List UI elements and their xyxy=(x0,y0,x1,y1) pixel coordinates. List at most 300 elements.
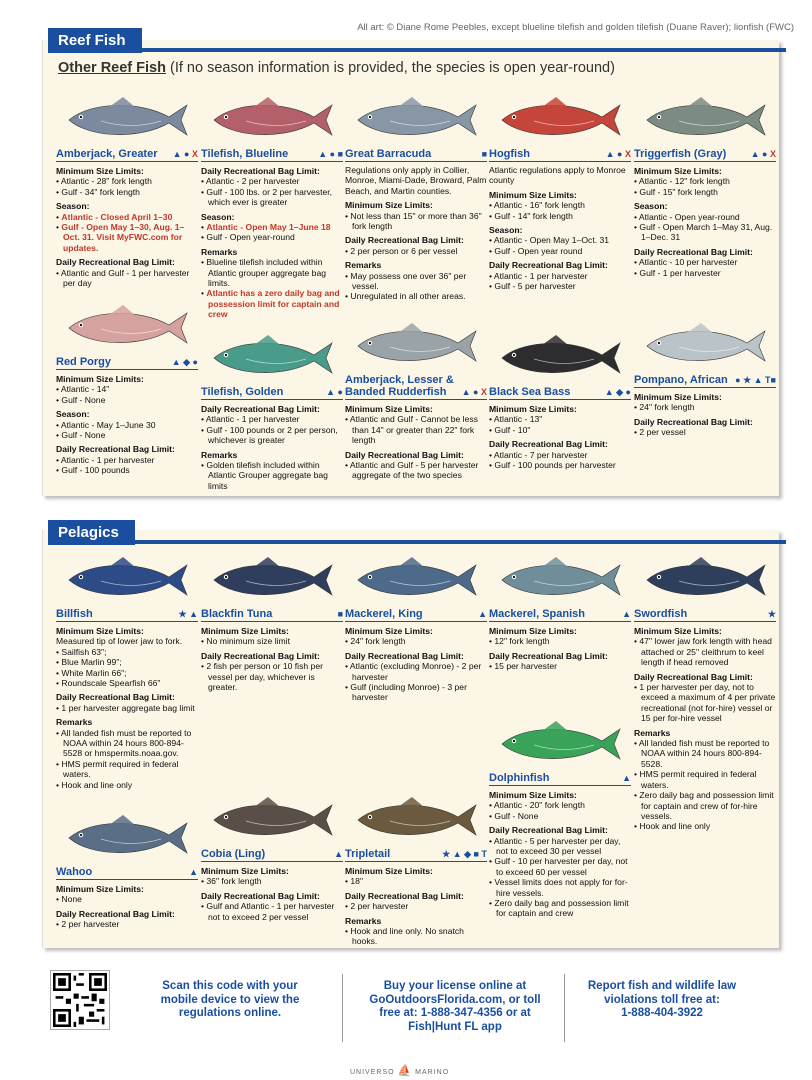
species-title xyxy=(345,848,487,862)
species-name: Tilefish, Golden xyxy=(201,386,284,398)
bullet-item: • Vessel limits does not apply for for-hire vessels. xyxy=(489,877,628,898)
qr-code[interactable] xyxy=(50,970,110,1030)
bullet-list xyxy=(201,176,343,207)
bullet-text: Golden tilefish included within Atlantic Grouper aggregate bag limits xyxy=(206,460,328,491)
bullet-text: Gulf - Open May 1–30, Aug. 1–Oct. 31. Visit MyFWC.com for updates. xyxy=(61,222,185,253)
bullet-text: 47" lower jaw fork length with head attached or 25" cleithrum to keel length if head removed xyxy=(639,636,772,668)
bullet-list xyxy=(634,257,776,278)
pelagic-species-card xyxy=(345,792,487,947)
symbol-icons: ■ xyxy=(481,149,487,159)
species-title xyxy=(634,148,776,162)
bullet-text: Atlantic - Closed April 1–30 xyxy=(61,211,173,222)
bullet-text: 12" fork length xyxy=(494,636,550,647)
bullet-list xyxy=(634,212,776,243)
symbol-icons: ▲ xyxy=(622,609,631,619)
section-heading: Remarks xyxy=(201,449,238,460)
reef-species-card xyxy=(634,92,776,278)
bullet-item: • Atlantic - Open May 1–Oct. 31 xyxy=(489,235,610,246)
bullet-list xyxy=(489,200,631,221)
qr-code-icon xyxy=(53,973,107,1027)
bullet-list xyxy=(489,836,631,919)
bullet-text: Gulf - 10" xyxy=(494,424,531,435)
bullet-item: • Atlantic - 1 per harvester xyxy=(56,454,155,465)
reef-species-card xyxy=(56,92,198,288)
fish-illustration xyxy=(56,92,198,148)
bullet-list xyxy=(345,636,487,646)
bullet-item: • Gulf - 100 pounds or 2 per person, whichever is greater xyxy=(201,424,338,446)
symbol-icons: ■ xyxy=(337,609,343,619)
bullet-text: Atlantic has a zero daily bag and possession limit for captain and crew xyxy=(206,288,340,320)
bullet-item: • 47" lower jaw fork length with head attached or 25" cleithrum to keel length if head removed xyxy=(634,636,772,668)
bullet-item: • Gulf - Open March 1–May 31, Aug. 1–Dec. 31 xyxy=(634,222,773,243)
species-name: Blackfin Tuna xyxy=(201,608,273,620)
bullet-item: • 18" xyxy=(345,876,364,887)
bullet-list xyxy=(201,414,343,445)
reef-fish-tab: Reef Fish xyxy=(48,28,142,53)
bullet-text: 1 per harvester per day, not to exceed a maximum of 4 per private recreational (not for-hire) vessel or 15 per for-hire vessel xyxy=(639,682,776,724)
bullet-item: • Hook and line only. No snatch hooks. xyxy=(345,926,464,947)
bullet-text: Gulf - None xyxy=(61,430,106,441)
species-title xyxy=(634,608,776,622)
bullet-text: None xyxy=(61,894,82,905)
section-heading: Minimum Size Limits: xyxy=(634,166,722,176)
bullet-item: • Gulf - 100 lbs. or 2 per harvester, which ever is greater xyxy=(201,186,333,208)
bullet-item: • Atlantic - 20" fork length xyxy=(489,800,585,811)
bullet-item: • Atlantic - 28" fork length xyxy=(56,176,152,187)
bullet-text: Gulf - 100 lbs. or 2 per harvester, which ever is greater xyxy=(206,186,333,208)
species-title xyxy=(56,866,198,880)
species-title xyxy=(201,848,343,862)
symbol-icons: ● ★ ▲ T■ xyxy=(735,375,776,385)
bullet-item: • 1 per harvester aggregate bag limit xyxy=(56,702,195,713)
bullet-item: • Hook and line only xyxy=(56,779,133,790)
logo-left-text: UNIVERSO xyxy=(350,1069,395,1076)
bullet-item: • Hook and line only xyxy=(634,821,711,832)
bullet-text: 24" fork length xyxy=(350,636,406,647)
bullet-item: • Blue Marlin 99"; xyxy=(56,657,122,668)
bullet-list xyxy=(56,728,198,790)
bullet-text: HMS permit required in federal waters. xyxy=(639,769,757,790)
regulation-symbols xyxy=(605,386,631,398)
bullet-list xyxy=(56,894,198,904)
bullet-text: 1 per harvester aggregate bag limit xyxy=(61,702,195,713)
species-name: Tripletail xyxy=(345,848,391,860)
symbol-icons: ▲ ◆ ● xyxy=(171,357,198,367)
bullet-item: • Atlantic and Gulf - Cannot be less than 14" or greater than 22" fork length xyxy=(345,414,478,446)
bullet-text: 2 fish per person or 10 fish per vessel per day, whichever is greater. xyxy=(206,661,323,693)
bullet-text: 18" xyxy=(350,876,364,887)
bullet-text: 2 per harvester xyxy=(61,919,120,930)
species-title xyxy=(56,356,198,370)
fish-illustration xyxy=(56,300,198,356)
section-heading: Daily Recreational Bag Limit: xyxy=(345,449,464,460)
bullet-item: • Unregulated in all other areas. xyxy=(345,291,466,302)
bullet-text: Gulf (including Monroe) - 3 per harvester xyxy=(350,682,467,703)
bullet-list xyxy=(345,926,487,947)
section-heading: Daily Recreational Bag Limit: xyxy=(201,650,320,661)
regulation-symbols xyxy=(606,148,631,160)
species-name: Billfish xyxy=(56,608,93,620)
bullet-text: Atlantic - May 1–June 30 xyxy=(60,419,156,430)
universo-marino-logo: UNIVERSO ⛵ MARINO xyxy=(350,1065,450,1077)
bullet-text: Atlantic and Gulf - 5 per harvester aggregate of the two species xyxy=(349,460,479,481)
bullet-item: • Gulf - None xyxy=(56,430,106,441)
bullet-text: All landed fish must be reported to NOAA within 24 hours 800-894-5528. xyxy=(638,738,770,769)
species-name: Amberjack, Greater xyxy=(56,148,158,160)
bullet-text: Blueline tilefish included within Atlantic grouper aggregate bag limits. xyxy=(206,257,327,289)
species-name: Red Porgy xyxy=(56,356,112,368)
bullet-text: Gulf - 100 pounds per harvester xyxy=(494,460,616,471)
regulation-symbols xyxy=(172,356,198,368)
bullet-list xyxy=(201,636,343,646)
bullet-list xyxy=(56,384,198,405)
bullet-text: Gulf - 100 pounds xyxy=(61,465,130,476)
species-title xyxy=(56,608,198,622)
bullet-item: • Gulf - None xyxy=(489,810,539,821)
bullet-text: Gulf - 1 per harvester xyxy=(639,267,721,278)
section-heading: Daily Recreational Bag Limit: xyxy=(634,671,753,682)
bullet-item: • HMS permit required in federal waters. xyxy=(634,769,757,790)
art-credit: All art: © Diane Rome Peebles, except blueline tilefish and golden tilefish (Duane Raver); lionfish (FWC) xyxy=(357,22,794,33)
bullet-text: Gulf - 34" fork length xyxy=(61,186,140,197)
bullet-text: Gulf - 100 pounds or 2 per person, whichever is greater xyxy=(206,424,338,446)
bullet-text: Atlantic - 13" xyxy=(493,414,543,425)
bullet-list xyxy=(201,901,343,922)
species-name: Triggerfish (Gray) xyxy=(634,148,727,160)
bullet-list xyxy=(201,257,343,319)
symbol-icons: ▲ xyxy=(622,773,631,783)
regulation-symbols xyxy=(751,148,776,160)
section-heading: Season: xyxy=(201,211,235,222)
bullet-item: • 12" fork length xyxy=(489,636,550,647)
footer-divider xyxy=(342,974,343,1042)
bullet-item: • Zero daily bag and possession limit for captain and crew of for-hire vessels. xyxy=(634,790,774,821)
bullet-list xyxy=(489,636,631,646)
section-heading: Minimum Size Limits: xyxy=(345,866,433,876)
bullet-text: Atlantic - 5 per harvester per day, not to exceed 30 per vessel xyxy=(493,835,621,857)
species-name: Mackerel, Spanish xyxy=(489,608,585,620)
symbol-icons: ▲ ● xyxy=(461,387,481,397)
bullet-item: • Gulf - 1 per harvester xyxy=(634,267,721,278)
bullet-list xyxy=(634,176,776,197)
bullet-text: Gulf - 10 per harvester per day, not to exceed 60 per vessel xyxy=(494,856,628,877)
symbol-icons: ▲ ● xyxy=(605,149,625,159)
section-heading: Minimum Size Limits: xyxy=(489,790,577,800)
bullet-item: • HMS permit required in federal waters. xyxy=(56,758,179,780)
bullet-text: Hook and line only. No snatch hooks. xyxy=(350,926,464,947)
species-title xyxy=(345,374,487,400)
section-heading: Daily Recreational Bag Limit: xyxy=(56,444,175,455)
section-heading: Minimum Size Limits: xyxy=(489,404,577,414)
bullet-list xyxy=(345,211,487,232)
section-heading: Minimum Size Limits: xyxy=(489,626,577,636)
bullet-text: Atlantic - Open May 1–June 18 xyxy=(206,222,331,233)
fish-illustration xyxy=(634,92,776,148)
bullet-text: Atlantic and Gulf - Cannot be less than 14" or greater than 22" fork length xyxy=(349,414,478,446)
symbol-icons: ▲ ◆ ● xyxy=(604,387,631,397)
bullet-item: • Atlantic has a zero daily bag and possession limit for captain and crew xyxy=(201,288,340,320)
species-name: Swordfish xyxy=(634,608,688,620)
section-heading: Season: xyxy=(56,409,90,420)
symbol-icons: ▲ ● xyxy=(750,149,770,159)
reef-species-card xyxy=(345,92,487,302)
bullet-text: Hook and line only xyxy=(639,821,711,832)
fish-illustration xyxy=(345,552,487,608)
section-heading: Daily Recreational Bag Limit: xyxy=(489,825,608,836)
bullet-list xyxy=(489,800,631,821)
species-name: Hogfish xyxy=(489,148,530,160)
bullet-text: Roundscale Spearfish 66" xyxy=(61,678,161,689)
section-heading: Remarks xyxy=(345,260,382,271)
bullet-list xyxy=(489,450,631,471)
bullet-item: • 24" fork length xyxy=(345,636,406,647)
regulation-symbols xyxy=(334,848,343,860)
regulation-symbols xyxy=(173,148,198,160)
bullet-text: Atlantic - 20" fork length xyxy=(493,800,585,811)
regulation-symbols xyxy=(622,772,631,784)
bullet-list xyxy=(634,427,776,437)
footer-divider xyxy=(564,974,565,1042)
reef-species-card xyxy=(634,318,776,438)
regulation-symbols xyxy=(482,148,487,160)
closed-x-icon: X xyxy=(480,387,487,397)
bullet-text: Atlantic - 1 per harvester xyxy=(493,270,588,281)
footer xyxy=(42,962,778,1050)
bullet-text: Gulf and Atlantic - 1 per harvester not to exceed 2 per vessel xyxy=(206,901,335,922)
symbol-icons: ★ ▲ xyxy=(178,609,198,619)
bullet-item: • Atlantic - 1 per harvester xyxy=(489,270,588,281)
bullet-item: • Not less than 15" or more than 36" fork length xyxy=(345,210,482,232)
bullet-text: White Marlin 66"; xyxy=(61,667,127,678)
fish-illustration xyxy=(345,92,487,148)
bullet-text: All landed fish must be reported to NOAA within 24 hours 800-894-5528 or hmspermits.noaa.gov. xyxy=(60,727,192,759)
bullet-item: • Atlantic - 16" fork length xyxy=(489,200,585,211)
section-heading: Minimum Size Limits: xyxy=(201,866,289,876)
bullet-item: • White Marlin 66"; xyxy=(56,667,127,678)
bullet-item: • Atlantic - 1 per harvester xyxy=(201,414,300,425)
bullet-list xyxy=(345,271,487,302)
bullet-item: • Gulf - None xyxy=(56,394,106,405)
bullet-list xyxy=(345,246,487,256)
section-heading: Remarks xyxy=(56,717,93,728)
section-heading: Season: xyxy=(634,201,668,212)
bullet-text: Gulf - None xyxy=(494,810,539,821)
bullet-list xyxy=(634,636,776,667)
bullet-item: • All landed fish must be reported to NOAA within 24 hours 800-894-5528 or hmspermits.noaa.gov. xyxy=(56,727,192,759)
pelagic-species-card xyxy=(489,716,631,919)
bullet-text: Atlantic - 12" fork length xyxy=(638,176,730,187)
bullet-item: • Atlantic - Closed April 1–30 xyxy=(56,211,173,222)
regulation-symbols xyxy=(318,148,343,160)
closed-x-icon: X xyxy=(769,149,776,159)
section-heading: Minimum Size Limits: xyxy=(345,404,433,414)
bullet-item: • Atlantic - 14" xyxy=(56,384,110,395)
section-heading: Daily Recreational Bag Limit: xyxy=(345,890,464,901)
bullet-text: 24" fork length xyxy=(639,402,695,413)
section-heading: Daily Recreational Bag Limit: xyxy=(345,650,464,661)
reef-species-card xyxy=(56,300,198,476)
bullet-text: Atlantic - 10 per harvester xyxy=(638,257,738,268)
bullet-item: • 2 per vessel xyxy=(634,427,686,438)
bullet-item: • Gulf - 34" fork length xyxy=(56,186,140,197)
section-heading: Minimum Size Limits: xyxy=(56,166,144,176)
bullet-item: • Atlantic - Open year-round xyxy=(634,211,740,222)
bullet-item: • Gulf - 100 pounds xyxy=(56,465,130,476)
section-intro: Measured tip of lower jaw to fork. xyxy=(56,636,183,647)
bullet-text: Blue Marlin 99"; xyxy=(61,657,122,668)
bullet-text: 2 per harvester xyxy=(350,901,409,912)
section-heading: Daily Recreational Bag Limit: xyxy=(489,650,608,661)
bullet-text: Atlantic - 1 per harvester xyxy=(205,414,300,425)
bullet-item: • Atlantic - 2 per harvester xyxy=(201,176,300,187)
bullet-item: • Blueline tilefish included within Atlantic grouper aggregate bag limits. xyxy=(201,257,327,289)
section-heading: Minimum Size Limits: xyxy=(56,626,144,636)
section-heading: Daily Recreational Bag Limit: xyxy=(56,692,175,703)
regulation-symbols xyxy=(735,374,776,386)
bullet-list xyxy=(201,222,343,243)
subhead-title: Other Reef Fish xyxy=(58,60,166,76)
bullet-item: • Atlantic - 10 per harvester xyxy=(634,257,738,268)
section-heading: Minimum Size Limits: xyxy=(345,200,433,211)
symbol-icons: ★ ▲ ◆ ■ T xyxy=(442,849,487,859)
fish-illustration xyxy=(489,330,631,386)
regulation-symbols xyxy=(622,608,631,620)
bullet-item: • Gulf - 5 per harvester xyxy=(489,281,576,292)
bullet-item: • Gulf - 10" xyxy=(489,424,531,435)
bullet-item: • 2 per harvester xyxy=(345,901,409,912)
bullet-item: • Golden tilefish included within Atlantic Grouper aggregate bag limits xyxy=(201,460,328,491)
bullet-list xyxy=(345,460,487,481)
section-heading: Season: xyxy=(489,225,523,236)
regulation-symbols xyxy=(326,386,343,398)
regulation-symbols xyxy=(768,608,776,620)
bullet-list xyxy=(489,271,631,292)
species-name: Amberjack, Lesser & Banded Rudderfish xyxy=(345,374,454,398)
bullet-item: • Zero daily bag and possession limit for captain and crew xyxy=(489,898,629,919)
bullet-text: Gulf - Open March 1–May 31, Aug. 1–Dec. 31 xyxy=(639,222,773,243)
fish-illustration xyxy=(634,318,776,374)
fish-illustration xyxy=(201,792,343,848)
bullet-item: • Gulf (including Monroe) - 3 per harvester xyxy=(345,682,467,703)
section-heading: Daily Recreational Bag Limit: xyxy=(489,439,608,450)
bullet-list xyxy=(634,402,776,412)
bullet-item: • Atlantic (excluding Monroe) - 2 per harvester xyxy=(345,661,482,682)
bullet-item: • Atlantic - May 1–June 30 xyxy=(56,419,156,430)
bullet-list xyxy=(634,682,776,724)
pelagic-species-card xyxy=(56,810,198,930)
bullet-text: Atlantic - Open year-round xyxy=(638,211,740,222)
bullet-item: • 2 per person or 6 per vessel xyxy=(345,245,458,256)
bullet-item: • 2 fish per person or 10 fish per vessel per day, whichever is greater. xyxy=(201,661,323,693)
bullet-text: 2 per person or 6 per vessel xyxy=(350,245,458,256)
species-title xyxy=(201,608,343,622)
pelagic-species-card xyxy=(56,552,198,790)
bullet-list xyxy=(345,901,487,911)
bullet-item: • 36" fork length xyxy=(201,876,262,887)
reef-species-card xyxy=(489,330,631,470)
bullet-text: Atlantic - 1 per harvester xyxy=(60,454,155,465)
species-title xyxy=(489,608,631,622)
species-name: Black Sea Bass xyxy=(489,386,571,398)
section-heading: Daily Recreational Bag Limit: xyxy=(345,235,464,246)
bullet-text: Gulf - Open year-round xyxy=(206,232,295,243)
bullet-text: Atlantic - 14" xyxy=(60,384,110,395)
symbol-icons: ▲ xyxy=(334,849,343,859)
section-heading: Season: xyxy=(56,201,90,212)
fish-illustration xyxy=(56,552,198,608)
species-name: Pompano, African xyxy=(634,374,728,386)
bullet-text: Gulf - 14" fork length xyxy=(494,210,573,221)
bullet-text: HMS permit required in federal waters. xyxy=(61,758,179,780)
fish-illustration xyxy=(201,552,343,608)
bullet-item: • 24" fork length xyxy=(634,402,695,413)
bullet-list xyxy=(56,420,198,441)
species-title xyxy=(489,148,631,162)
reef-species-card xyxy=(345,318,487,481)
section-heading: Remarks xyxy=(345,915,382,926)
species-name: Mackerel, King xyxy=(345,608,423,620)
section-heading: Daily Recreational Bag Limit: xyxy=(634,246,753,257)
bullet-text: Gulf - Open year round xyxy=(494,245,583,256)
section-heading: Minimum Size Limits: xyxy=(201,626,289,636)
bullet-list xyxy=(201,661,343,692)
reef-species-card xyxy=(489,92,631,291)
bullet-text: Gulf - 5 per harvester xyxy=(494,281,576,292)
bullet-text: Gulf - None xyxy=(61,394,106,405)
bullet-list xyxy=(56,919,198,929)
bullet-text: No minimum size limit xyxy=(206,636,290,647)
species-name: Dolphinfish xyxy=(489,772,550,784)
regulation-symbols xyxy=(338,608,343,620)
bullet-item: • Gulf - Open May 1–30, Aug. 1–Oct. 31. Visit MyFWC.com for updates. xyxy=(56,222,185,253)
species-intro: Regulations only apply in Collier, Monroe, Miami-Dade, Broward, Palm Beach, and Martin counties. xyxy=(345,165,487,196)
bullet-item: • Gulf - 15" fork length xyxy=(634,186,718,197)
bullet-item: • Atlantic - Open May 1–June 18 xyxy=(201,222,331,233)
report-violations xyxy=(572,980,752,1021)
symbol-icons: ★ xyxy=(767,609,776,619)
bullet-item: • Atlantic - 12" fork length xyxy=(634,176,730,187)
pelagic-species-card xyxy=(201,792,343,922)
bullet-item: • Gulf - 100 pounds per harvester xyxy=(489,460,616,471)
bullet-item: • Gulf - Open year round xyxy=(489,245,583,256)
scan-text: Scan this code with your mobile device to view the regulations online. xyxy=(160,980,300,1019)
bullet-item: • Atlantic and Gulf - 5 per harvester aggregate of the two species xyxy=(345,460,479,481)
bullet-text: Unregulated in all other areas. xyxy=(350,291,466,302)
species-title xyxy=(201,148,343,162)
bullet-item: • 2 per harvester xyxy=(56,919,120,930)
fish-illustration xyxy=(345,318,487,374)
bullet-list xyxy=(489,414,631,435)
section-heading: Minimum Size Limits: xyxy=(489,189,577,200)
regulation-symbols xyxy=(478,608,487,620)
symbol-icons: ▲ xyxy=(478,609,487,619)
species-name: Cobia (Ling) xyxy=(201,848,266,860)
species-name: Tilefish, Blueline xyxy=(201,148,289,160)
bullet-item: • 15 per harvester xyxy=(489,661,557,672)
symbol-icons: ▲ ● ■ xyxy=(318,149,343,159)
fish-illustration xyxy=(489,552,631,608)
pelagic-species-card xyxy=(489,552,631,672)
section-heading: Daily Recreational Bag Limit: xyxy=(56,908,175,919)
symbol-icons: ▲ xyxy=(189,867,198,877)
report-phone[interactable]: 1-888-404-3922 xyxy=(621,1007,703,1019)
bullet-list xyxy=(201,460,343,491)
species-title xyxy=(634,374,776,388)
pelagic-species-card xyxy=(201,552,343,692)
reef-species-card xyxy=(201,92,343,320)
bullet-text: Atlantic and Gulf - 1 per harvester per day xyxy=(60,267,190,289)
pelagic-species-card xyxy=(345,552,487,703)
